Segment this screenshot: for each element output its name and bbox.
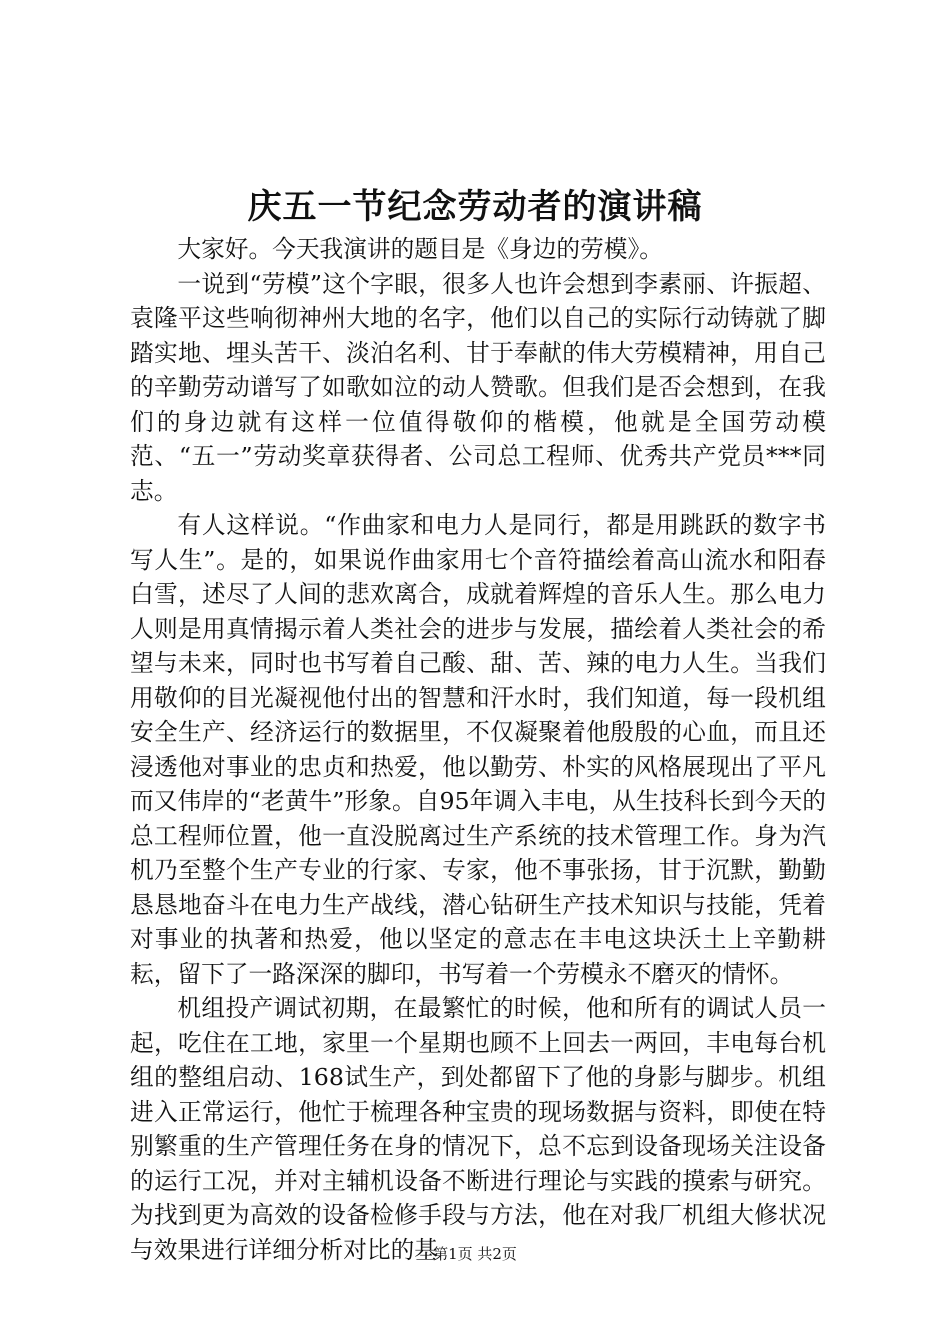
paragraph-commissioning: 机组投产调试初期，在最繁忙的时候，他和所有的调试人员一起，吃住在工地，家里一个星期也顾不上回去一两回，丰电每台机组的整组启动、168试生产，到处都留下了他的身影与脚步。机组进入正常运行，他忙于梳理各种宝贵的现场数据与资料，即使在特别繁重的生产管理任务在身的情况下，总不忘到设备现场关注设备的运行工况，并对主辅机设备不断进行理论与实践的摸索与研究。为找到更为高效的设备检修手段与方法，他在对我厂机组大修状况与效果进行详细分析对比的基 [130, 994, 826, 1264]
document-title: 庆五一节纪念劳动者的演讲稿 [247, 187, 703, 227]
page-footer: 第1页 共2页 [433, 1245, 517, 1263]
document-body [130, 232, 826, 1267]
paragraph-model-intro: 一说到“劳模”这个字眼，很多人也许会想到李素丽、许振超、袁隆平这些响彻神州大地的名字，他们以自己的实际行动铸就了脚踏实地、埋头苦干、淡泊名利、甘于奉献的伟大劳模精神，用自己的辛勤劳动谱写了如歌如泣的动人赞歌。但我们是否会想到，在我们的身边就有这样一位值得敬仰的楷模，他就是全国劳动模范、“五一”劳动奖章获得者、公司总工程师、优秀共产党员***同志。 [130, 269, 826, 505]
paragraph-composer-analogy: 有人这样说。“作曲家和电力人是同行，都是用跳跃的数字书写人生”。是的，如果说作曲家用七个音符描绘着高山流水和阳春白雪，述尽了人间的悲欢离合，成就着辉煌的音乐人生。那么电力人则是用真情揭示着人类社会的进步与发展，描绘着人类社会的希望与未来，同时也书写着自己酸、甜、苦、辣的电力人生。当我们用敬仰的目光凝视他付出的智慧和汗水时，我们知道，每一段机组安全生产、经济运行的数据里，不仅凝聚着他殷殷的心血，而且还浸透他对事业的忠贞和热爱，他以勤劳、朴实的风格展现出了平凡而又伟岸的“老黄牛”形象。自95年调入丰电，从生技科长到今天的总工程师位置，他一直没脱离过生产系统的技术管理工作。身为汽机乃至整个生产专业的行家、专家，他不事张扬，甘于沉默，勤勤恳恳地奋斗在电力生产战线，潜心钻研生产技术知识与技能，凭着对事业的执著和热爱，他以坚定的意志在丰电这块沃土上辛勤耕耘，留下了一路深深的脚印，书写着一个劳模永不磨灭的情怀。 [130, 511, 826, 988]
paragraph-greeting: 大家好。今天我演讲的题目是《身边的劳模》。 [177, 235, 663, 263]
